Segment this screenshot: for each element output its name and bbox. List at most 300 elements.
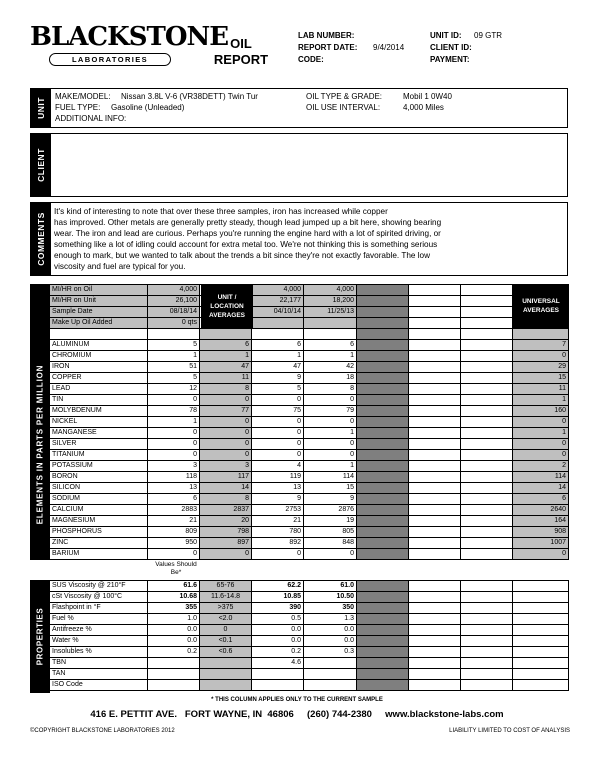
blackstone-logo [30,22,229,78]
empty-sample-cell [461,307,513,318]
spacer-cell [304,329,357,340]
empty-sample-cell [409,680,461,691]
empty-sample-cell [409,603,461,614]
empty-sample-cell [357,395,409,406]
previous-value: 0.0 [252,636,304,647]
empty-sample-cell [357,592,409,603]
current-value: 0.2 [148,647,200,658]
previous-value: 21 [252,516,304,527]
previous-value: 10.50 [304,592,357,603]
previous-value: 9 [252,373,304,384]
comments-text [54,206,566,272]
element-name: CALCIUM [50,505,148,516]
empty-sample-cell [357,461,409,472]
universal-average-value: 2 [513,461,569,472]
element-row [50,472,569,483]
element-row [50,516,569,527]
property-name: Insolubles % [50,647,148,658]
code-label: CODE: [298,55,324,64]
previous-value: 19 [304,516,357,527]
empty-sample-cell [409,351,461,362]
spacer-cell [148,329,200,340]
property-name: ISO Code [50,680,148,691]
oil-use-label: OIL USE INTERVAL: [306,103,381,112]
unit-average-value: 897 [200,538,252,549]
current-value [148,669,200,680]
current-value: 10.68 [148,592,200,603]
current-value: 21 [148,516,200,527]
universal-average-value: 7 [513,340,569,351]
element-row [50,461,569,472]
empty-sample-cell [461,483,513,494]
property-name: Antifreeze % [50,625,148,636]
current-value: 1.0 [148,614,200,625]
universal-average-value: 11 [513,384,569,395]
previous-value: 18 [304,373,357,384]
comment-line: has improved. Other metals are generally pretty steady, though lead jumped up a bit here, showing bearing [54,218,442,227]
unit-average-value: 77 [200,406,252,417]
previous-value: 114 [304,472,357,483]
previous-sample-cell: 11/25/13 [304,307,357,318]
previous-value: 0.0 [304,625,357,636]
empty-sample-cell [357,494,409,505]
unit-averages-header: UNIT / LOCATION AVERAGES [201,284,253,328]
element-row [50,494,569,505]
current-value: 78 [148,406,200,417]
element-row [50,340,569,351]
universal-average-value: 0 [513,450,569,461]
previous-value: 4 [252,461,304,472]
report-title [206,36,276,68]
empty-sample-cell [357,647,409,658]
additional-info-label: ADDITIONAL INFO: [55,114,127,123]
property-row [50,592,569,603]
client-id-label: CLIENT ID: [430,43,472,52]
current-value: 12 [148,384,200,395]
universal-average-value: 160 [513,406,569,417]
property-name: Flashpoint in °F [50,603,148,614]
fuel-type-value: Gasoline (Unleaded) [111,103,185,112]
empty-sample-cell [409,362,461,373]
empty-sample-cell [461,318,513,329]
previous-value: 79 [304,406,357,417]
element-row [50,483,569,494]
element-name: BORON [50,472,148,483]
current-value: 3 [148,461,200,472]
current-value [148,658,200,669]
previous-value: 892 [252,538,304,549]
unit-average-value: 0 [200,395,252,406]
empty-sample-cell [409,614,461,625]
empty-sample-cell [461,395,513,406]
empty-sample-cell [357,340,409,351]
comment-line: enough to mark, but we wanted to talk about the trends a bit since they're not exactly favorable. The low [54,251,430,260]
footer-liability: LIABILITY LIMITED TO COST OF ANALYSIS [449,728,570,734]
empty-sample-cell [461,439,513,450]
universal-averages-header: UNIVERSAL AVERAGES [513,284,569,328]
empty-sample-cell [409,625,461,636]
element-row [50,549,569,560]
empty-sample-cell [409,395,461,406]
unit-average-value: 47 [200,362,252,373]
previous-value: 1 [304,351,357,362]
universal-average-value: 1 [513,395,569,406]
elements-side-label: ELEMENTS IN PARTS PER MILLION [35,364,45,524]
comment-line: viscosity and fuel are typical for you. [54,262,186,271]
previous-value [252,669,304,680]
property-row [50,614,569,625]
empty-sample-cell [461,285,513,296]
current-sample-cell: 26,100 [148,296,200,307]
current-value: 0 [148,428,200,439]
element-name: POTASSIUM [50,461,148,472]
previous-value: 9 [304,494,357,505]
client-section [30,133,568,197]
unit-average-value: 2837 [200,505,252,516]
unit-average-value: 3 [200,461,252,472]
current-value: 118 [148,472,200,483]
empty-sample-cell [461,516,513,527]
previous-value: 13 [252,483,304,494]
previous-sample-cell [304,318,357,329]
empty-sample-cell [461,505,513,516]
universal-average-value: 1 [513,428,569,439]
unit-average-value: 11 [200,373,252,384]
previous-value: 15 [304,483,357,494]
element-name: MAGNESIUM [50,516,148,527]
values-should-be: <0.1 [200,636,252,647]
previous-sample-cell: 04/10/14 [252,307,304,318]
element-row [50,428,569,439]
empty-sample-cell [357,362,409,373]
current-value: 1 [148,417,200,428]
report-date-label: REPORT DATE: [298,43,358,52]
logo-sub: LABORATORIES [49,53,171,66]
empty-sample-cell [357,581,409,592]
payment-label: PAYMENT: [430,55,470,64]
universal-average-value: 15 [513,373,569,384]
empty-sample-cell [461,417,513,428]
empty-sample-cell [461,362,513,373]
element-name: MANGANESE [50,428,148,439]
previous-sample-cell: 18,200 [304,296,357,307]
empty-sample-cell [409,472,461,483]
empty-sample-cell [513,647,569,658]
element-row [50,406,569,417]
comment-line: It's kind of interesting to note that over these three samples, iron has increased while copper [54,207,388,216]
empty-sample-cell [357,527,409,538]
previous-value: 0 [252,417,304,428]
empty-sample-cell [357,483,409,494]
spacer-cell [357,329,409,340]
empty-sample-cell [409,647,461,658]
empty-sample-cell [461,494,513,505]
elements-table [49,284,569,560]
empty-sample-cell [461,669,513,680]
logo-name: BLACKSTONE [30,22,229,52]
element-row [50,450,569,461]
previous-value: 0 [252,439,304,450]
unit-section [30,88,568,128]
previous-sample-cell [252,318,304,329]
empty-sample-cell [409,494,461,505]
comments-side-label: COMMENTS [31,203,51,275]
empty-sample-cell [409,307,461,318]
previous-value: 0 [304,417,357,428]
previous-value: 6 [304,340,357,351]
element-row [50,395,569,406]
universal-average-value: 0 [513,351,569,362]
empty-sample-cell [461,625,513,636]
empty-sample-cell [461,406,513,417]
empty-sample-cell [357,351,409,362]
previous-value: 75 [252,406,304,417]
element-name: LEAD [50,384,148,395]
element-row [50,362,569,373]
unit-average-value: 0 [200,450,252,461]
previous-value: 8 [304,384,357,395]
empty-sample-cell [461,658,513,669]
make-model-label: MAKE/MODEL: [55,92,111,101]
sample-info-row [50,318,569,329]
empty-sample-cell [409,406,461,417]
previous-value: 0 [304,549,357,560]
empty-sample-cell [409,505,461,516]
empty-sample-cell [409,340,461,351]
empty-sample-cell [357,428,409,439]
unit-average-value: 798 [200,527,252,538]
previous-value: 0.2 [252,647,304,658]
current-value: 61.6 [148,581,200,592]
empty-sample-cell [461,592,513,603]
empty-sample-cell [461,636,513,647]
element-name: TITANIUM [50,450,148,461]
empty-sample-cell [409,428,461,439]
element-row [50,373,569,384]
values-should-be: 11.6-14.8 [200,592,252,603]
previous-value: 0.0 [304,636,357,647]
current-value: 0 [148,439,200,450]
previous-value: 0 [252,428,304,439]
empty-sample-cell [513,603,569,614]
empty-sample-cell [409,581,461,592]
values-should-be [200,658,252,669]
empty-sample-cell [357,450,409,461]
previous-value: 2876 [304,505,357,516]
previous-value: 47 [252,362,304,373]
header-left [298,30,418,66]
sample-info-row [50,285,569,296]
element-name: SILICON [50,483,148,494]
comments-section [30,202,568,276]
current-value: 0 [148,450,200,461]
info-label: MI/HR on Unit [50,296,148,307]
empty-sample-cell [357,516,409,527]
previous-value: 2753 [252,505,304,516]
universal-average-value: 164 [513,516,569,527]
element-name: SILVER [50,439,148,450]
empty-sample-cell [513,625,569,636]
empty-sample-cell [461,472,513,483]
spacer-cell [409,329,461,340]
empty-sample-cell [409,417,461,428]
empty-sample-cell [461,351,513,362]
unit-average-value: 6 [200,340,252,351]
current-value: 5 [148,340,200,351]
previous-value: 0 [252,450,304,461]
unit-average-value: 8 [200,384,252,395]
property-name: cSt Viscosity @ 100°C [50,592,148,603]
element-name: BARIUM [50,549,148,560]
element-row [50,384,569,395]
universal-average-value: 0 [513,417,569,428]
empty-sample-cell [513,636,569,647]
previous-value: 0 [304,439,357,450]
current-sample-cell: 08/18/14 [148,307,200,318]
element-row [50,439,569,450]
previous-value: 119 [252,472,304,483]
values-should-be-header: Values Should Be* [155,561,197,576]
previous-sample-cell: 22,177 [252,296,304,307]
oil-type-value: Mobil 1 0W40 [403,92,452,101]
element-row [50,417,569,428]
empty-sample-cell [409,592,461,603]
empty-sample-cell [461,450,513,461]
empty-sample-cell [409,461,461,472]
empty-sample-cell [409,527,461,538]
universal-average-value: 908 [513,527,569,538]
empty-sample-cell [461,647,513,658]
previous-value [304,680,357,691]
empty-sample-cell [357,538,409,549]
universal-average-value: 114 [513,472,569,483]
info-label: MI/HR on Oil [50,285,148,296]
element-name: PHOSPHORUS [50,527,148,538]
empty-sample-cell [357,384,409,395]
previous-sample-cell: 4,000 [304,285,357,296]
spacer-cell [200,329,252,340]
current-value: 0 [148,549,200,560]
current-value: 13 [148,483,200,494]
fuel-type-label: FUEL TYPE: [55,103,101,112]
previous-value: 848 [304,538,357,549]
previous-value: 0.0 [252,625,304,636]
current-value: 0 [148,395,200,406]
empty-sample-cell [461,527,513,538]
current-value: 51 [148,362,200,373]
empty-sample-cell [409,439,461,450]
empty-sample-cell [357,669,409,680]
previous-value [304,658,357,669]
current-value: 0.0 [148,636,200,647]
empty-sample-cell [357,603,409,614]
empty-sample-cell [409,285,461,296]
universal-average-value: 29 [513,362,569,373]
empty-sample-cell [461,340,513,351]
empty-sample-cell [357,373,409,384]
empty-sample-cell [513,581,569,592]
universal-average-value: 6 [513,494,569,505]
previous-value: 0 [252,395,304,406]
values-should-be: <0.6 [200,647,252,658]
lab-number-label: LAB NUMBER: [298,31,355,40]
universal-average-value: 0 [513,549,569,560]
property-row [50,669,569,680]
spacer-cell [513,329,569,340]
property-name: TAN [50,669,148,680]
current-value: 2883 [148,505,200,516]
empty-sample-cell [409,658,461,669]
previous-value [252,680,304,691]
spacer-cell [252,329,304,340]
empty-sample-cell [513,680,569,691]
sample-info-row [50,296,569,307]
oil-type-label: OIL TYPE & GRADE: [306,92,383,101]
values-should-be [200,680,252,691]
current-value: 0.0 [148,625,200,636]
unit-average-value: 0 [200,549,252,560]
spacer-cell [50,329,148,340]
previous-value: 0.3 [304,647,357,658]
unit-average-value: 14 [200,483,252,494]
report-title-line1: OIL [230,36,252,51]
current-value: 950 [148,538,200,549]
empty-sample-cell [513,592,569,603]
empty-sample-cell [409,549,461,560]
property-row [50,625,569,636]
previous-value: 1 [304,428,357,439]
previous-value: 5 [252,384,304,395]
universal-average-value: 14 [513,483,569,494]
empty-sample-cell [461,680,513,691]
empty-sample-cell [409,373,461,384]
empty-sample-cell [357,296,409,307]
empty-sample-cell [357,680,409,691]
unit-average-value: 117 [200,472,252,483]
empty-sample-cell [357,472,409,483]
previous-value: 62.2 [252,581,304,592]
previous-value: 0.5 [252,614,304,625]
unit-average-value: 0 [200,428,252,439]
empty-sample-cell [357,614,409,625]
unit-average-value: 1 [200,351,252,362]
empty-sample-cell [461,603,513,614]
previous-value: 805 [304,527,357,538]
property-row [50,658,569,669]
previous-value: 1 [252,351,304,362]
footer-note: * THIS COLUMN APPLIES ONLY TO THE CURRENT SAMPLE [211,697,383,703]
empty-sample-cell [357,636,409,647]
empty-sample-cell [461,614,513,625]
property-name: TBN [50,658,148,669]
element-name: TIN [50,395,148,406]
element-name: ALUMINUM [50,340,148,351]
previous-value: 4.6 [252,658,304,669]
info-label: Make Up Oil Added [50,318,148,329]
empty-sample-cell [409,384,461,395]
previous-value: 42 [304,362,357,373]
empty-sample-cell [357,625,409,636]
property-row [50,581,569,592]
spacer-row [50,329,569,340]
values-should-be [200,669,252,680]
current-sample-cell: 0 qts [148,318,200,329]
unit-average-value: 0 [200,417,252,428]
previous-value: 1 [304,461,357,472]
universal-average-value: 0 [513,439,569,450]
property-name: Fuel % [50,614,148,625]
unit-average-value: 8 [200,494,252,505]
